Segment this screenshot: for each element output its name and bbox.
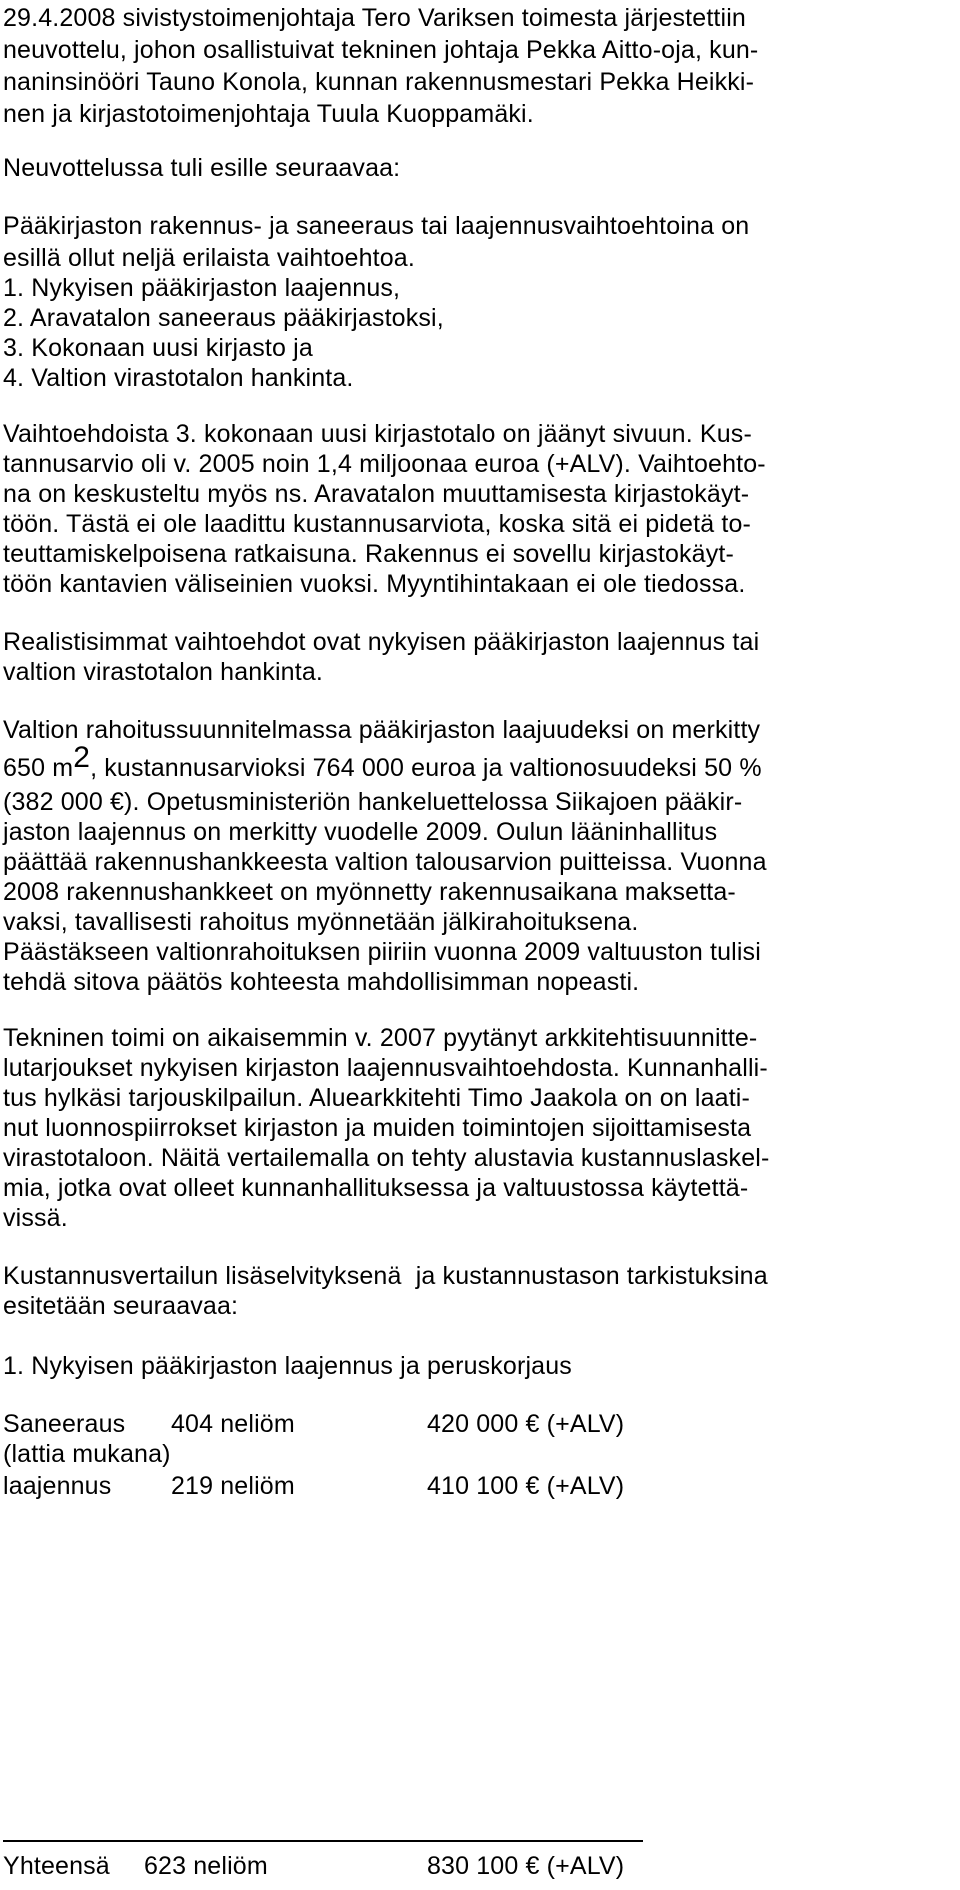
text-line: mia, jotka ovat olleet kunnanhallituksessa ja valtuustossa käytettä- xyxy=(3,1174,749,1202)
text-line: vaksi, tavallisesti rahoitus myönnetään jälkirahoituksena. xyxy=(3,908,639,936)
text-line: (382 000 €). Opetusministeriön hankeluettelossa Siikajoen pääkir- xyxy=(3,788,743,816)
row-area: 404 neliöm xyxy=(171,1410,295,1438)
section-heading: 1. Nykyisen pääkirjaston laajennus ja peruskorjaus xyxy=(3,1352,572,1380)
text-line: nen ja kirjastotoimenjohtaja Tuula Kuoppamäki. xyxy=(3,100,534,128)
text-line: teuttamiskelpoisena ratkaisuna. Rakennus ei sovellu kirjastokäyt- xyxy=(3,540,734,568)
row-area: 219 neliöm xyxy=(171,1472,295,1500)
text-line: töön kantavien väliseinien vuoksi. Myyntihintakaan ei ole tiedossa. xyxy=(3,570,746,598)
text-line: tehdä sitova päätös kohteesta mahdollisimman nopeasti. xyxy=(3,968,640,996)
row-cost: 420 000 € (+ALV) xyxy=(427,1410,625,1438)
text-line xyxy=(3,741,762,784)
list-item: 1. Nykyisen pääkirjaston laajennus, xyxy=(3,274,401,302)
text-line: esillä ollut neljä erilaista vaihtoehtoa. xyxy=(3,244,415,272)
text-line: Kustannusvertailun lisäselvityksenä ja kustannustason tarkistuksina xyxy=(3,1262,768,1290)
text-line: virastotaloon. Näitä vertailemalla on tehty alustavia kustannuslaskel- xyxy=(3,1144,770,1172)
text-line: päättää rakennushankkeesta valtion talousarvion puitteissa. Vuonna xyxy=(3,848,767,876)
text-line: neuvottelu, johon osallistuivat tekninen johtaja Pekka Aitto-oja, kun- xyxy=(3,36,759,64)
text-line: valtion virastotalon hankinta. xyxy=(3,658,323,686)
superscript: 2 xyxy=(73,741,91,774)
text-line: jaston laajennus on merkitty vuodelle 2009. Oulun lääninhallitus xyxy=(3,818,718,846)
row-label: (lattia mukana) xyxy=(3,1440,171,1468)
text-line: Valtion rahoitussuunnitelmassa pääkirjaston laajuudeksi on merkitty xyxy=(3,716,761,744)
text-line: naninsinööri Tauno Konola, kunnan rakennusmestari Pekka Heikki- xyxy=(3,68,755,96)
text-line: tus hylkäsi tarjouskilpailun. Aluearkkitehti Timo Jaakola on on laati- xyxy=(3,1084,750,1112)
area-value: 650 m xyxy=(3,754,74,782)
text-line: Realistisimmat vaihtoehdot ovat nykyisen pääkirjaston laajennus tai xyxy=(3,628,760,656)
list-item: 2. Aravatalon saneeraus pääkirjastoksi, xyxy=(3,304,444,332)
list-item: 3. Kokonaan uusi kirjasto ja xyxy=(3,334,313,362)
text-line: Neuvottelussa tuli esille seuraavaa: xyxy=(3,154,401,182)
text-line: Vaihtoehdoista 3. kokonaan uusi kirjastotalo on jäänyt sivuun. Kus- xyxy=(3,420,752,448)
text-line: 29.4.2008 sivistystoimenjohtaja Tero Variksen toimesta järjestettiin xyxy=(3,4,746,32)
total-label: Yhteensä xyxy=(3,1852,110,1880)
text-line: tannusarvio oli v. 2005 noin 1,4 miljoonaa euroa (+ALV). Vaihtoehto- xyxy=(3,450,766,478)
text-line: nut luonnospiirrokset kirjaston ja muiden toimintojen sijoittamisesta xyxy=(3,1114,752,1142)
total-rule xyxy=(3,1840,643,1842)
text-line: na on keskusteltu myös ns. Aravatalon muuttamisesta kirjastokäyt- xyxy=(3,480,750,508)
text-line: lutarjoukset nykyisen kirjaston laajennusvaihtoehdosta. Kunnanhalli- xyxy=(3,1054,768,1082)
text-line: esitetään seuraavaa: xyxy=(3,1292,239,1320)
text-line: vissä. xyxy=(3,1204,68,1232)
text-line: Pääkirjaston rakennus- ja saneeraus tai laajennusvaihtoehtoina on xyxy=(3,212,750,240)
total-cost: 830 100 € (+ALV) xyxy=(427,1852,625,1880)
text-span: , kustannusarvioksi 764 000 euroa ja valtionosuudeksi 50 % xyxy=(90,754,762,782)
row-cost: 410 100 € (+ALV) xyxy=(427,1472,625,1500)
text-line: 2008 rakennushankkeet on myönnetty rakennusaikana maksetta- xyxy=(3,878,736,906)
total-area: 623 neliöm xyxy=(144,1852,268,1880)
row-label: Saneeraus xyxy=(3,1410,126,1438)
row-label: laajennus xyxy=(3,1472,112,1500)
text-line: Tekninen toimi on aikaisemmin v. 2007 pyytänyt arkkitehtisuunnitte- xyxy=(3,1024,758,1052)
text-line: töön. Tästä ei ole laadittu kustannusarviota, koska sitä ei pidetä to- xyxy=(3,510,751,538)
text-line: Päästäkseen valtionrahoituksen piiriin vuonna 2009 valtuuston tulisi xyxy=(3,938,761,966)
list-item: 4. Valtion virastotalon hankinta. xyxy=(3,364,354,392)
